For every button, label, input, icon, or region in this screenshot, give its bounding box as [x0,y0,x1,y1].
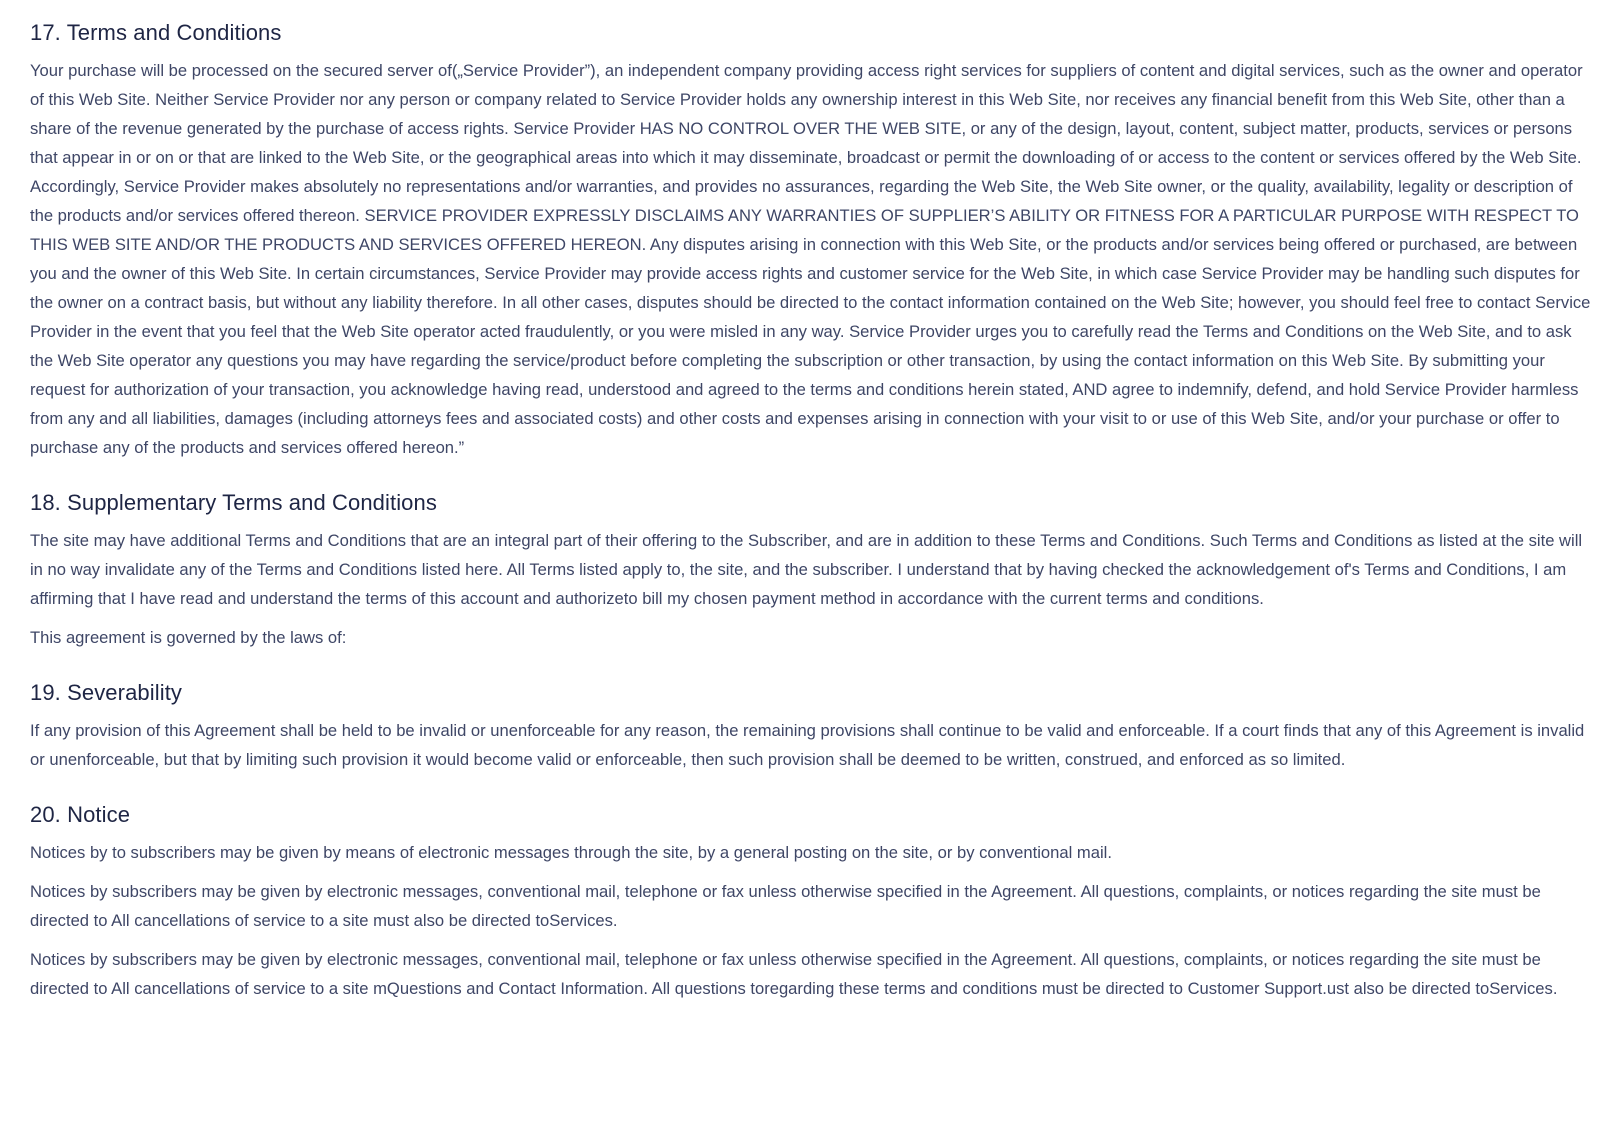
section-severability [30,678,1591,774]
section-notice [30,800,1591,1003]
section-title: 17. Terms and Conditions [30,20,282,45]
section-paragraph: Notices by to subscribers may be given by means of electronic messages through the site, by a general posting on the site, or by conventional mail. [30,843,1112,862]
section-title: 20. Notice [30,802,131,827]
section-paragraph: Notices by subscribers may be given by electronic messages, conventional mail, telephone or fax unless otherwise specified in the Agreement. All questions, complaints, or notices regarding the site must be directed to All cancellations of service to a site must also be directed toServices. [30,882,1541,930]
section-paragraph: If any provision of this Agreement shall be held to be invalid or unenforceable for any reason, the remaining provisions shall continue to be valid and enforceable. If a court finds that any of this Agreement is invalid or unenforceable, but that by limiting such provision it would become valid or enforceable, then such provision shall be deemed to be written, construed, and enforced as so limited. [30,721,1585,769]
section-terms-and-conditions [30,18,1591,462]
section-paragraph: This agreement is governed by the laws of: [30,628,347,647]
section-paragraph: The site may have additional Terms and Conditions that are an integral part of their offering to the Subscriber, and are in addition to these Terms and Conditions. Such Terms and Conditions as listed at the site will in no way invalidate any of the Terms and Conditions listed here. All Terms listed apply to, the site, and the subscriber. I understand that by having checked the acknowledgement of's Terms and Conditions, I am affirming that I have read and understand the terms of this account and authorizeto bill my chosen payment method in accordance with the current terms and conditions. [30,531,1583,608]
section-title: 18. Supplementary Terms and Conditions [30,490,437,515]
section-title: 19. Severability [30,680,183,705]
section-paragraph: Your purchase will be processed on the secured server of(„Service Provider”), an independent company providing access right services for suppliers of content and digital services, such as the owner and operator of this Web Site. Neither Service Provider nor any person or company related to Service Provider holds any ownership interest in this Web Site, nor receives any financial benefit from this Web Site, other than a share of the revenue generated by the purchase of access rights. Service Provider HAS NO CONTROL OVER THE WEB SITE, or any of the design, layout, content, subject matter, products, services or persons that appear in or on or that are linked to the Web Site, or the geographical areas into which it may disseminate, broadcast or permit the downloading of or access to the content or services offered by the Web Site. Accordingly, Service Provider makes absolutely no representations and/or warranties, and provides no assurances, regarding the Web Site, the Web Site owner, or the quality, availability, legality or description of the products and/or services offered thereon. SERVICE PROVIDER EXPRESSLY DISCLAIMS ANY WARRANTIES OF SUPPLIER’S ABILITY OR FITNESS FOR A PARTICULAR PURPOSE WITH RESPECT TO THIS WEB SITE AND/OR THE PRODUCTS AND SERVICES OFFERED HEREON. Any disputes arising in connection with this Web Site, or the products and/or services being offered or purchased, are between you and the owner of this Web Site. In certain circumstances, Service Provider may provide access rights and customer service for the Web Site, in which case Service Provider may be handling such disputes for the owner on a contract basis, but without any liability therefore. In all other cases, disputes should be directed to the contact information contained on the Web Site; however, you should feel free to contact Service Provider in the event that you feel that the Web Site operator acted fraudulently, or you were misled in any way. Service Provider urges you to carefully read the Terms and Conditions on the Web Site, and to ask the Web Site operator any questions you may have regarding the service/product before completing the subscription or other transaction, by using the contact information on this Web Site. By submitting your request for authorization of your transaction, you acknowledge having read, understood and agreed to the terms and conditions herein stated, AND agree to indemnify, defend, and hold Service Provider harmless from any and all liabilities, damages (including attorneys fees and associated costs) and other costs and expenses arising in connection with your visit to or use of this Web Site, and/or your purchase or offer to purchase any of the products and services offered hereon.” [30,61,1591,457]
section-paragraph: Notices by subscribers may be given by electronic messages, conventional mail, telephone or fax unless otherwise specified in the Agreement. All questions, complaints, or notices regarding the site must be directed to All cancellations of service to a site mQuestions and Contact Information. All questions toregarding these terms and conditions must be directed to Customer Support.ust also be directed toServices. [30,950,1558,998]
section-supplementary-terms [30,488,1591,652]
